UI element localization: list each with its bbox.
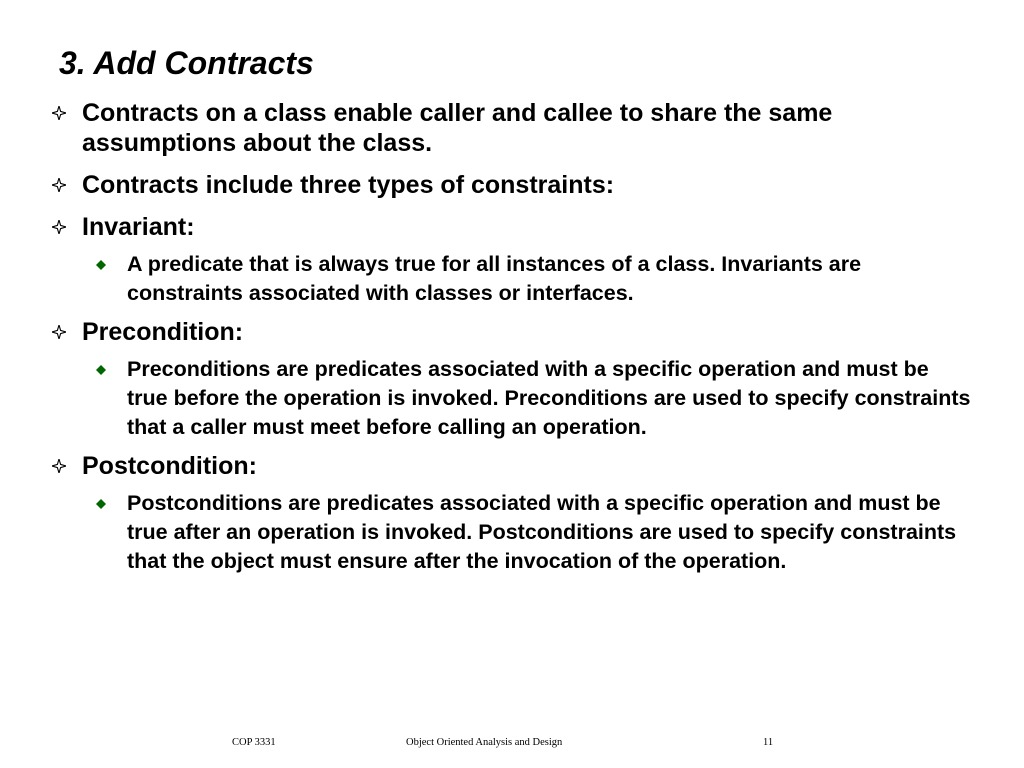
diamond-icon: [96, 260, 106, 270]
diamond-icon: [96, 365, 106, 375]
sub-bullet-text: Preconditions are predicates associated with a specific operation and must be true before the operation is invoked. Preconditions are used to specify constraints that a caller must meet before calling an operation.: [127, 357, 971, 439]
footer-subject: Object Oriented Analysis and Design: [406, 737, 563, 748]
sub-bullet-item: [96, 355, 972, 442]
bullet-text: Contracts on a class enable caller and callee to share the same assumptions about the class.: [82, 99, 833, 157]
slide-title: 3. Add Contracts: [59, 45, 314, 81]
diamond-icon: [96, 499, 106, 509]
sub-bullet-text: A predicate that is always true for all instances of a class. Invariants are constraints associated with classes or interfaces.: [127, 252, 862, 305]
four-point-star-icon: [52, 325, 66, 339]
footer-course: COP 3331: [232, 737, 276, 748]
bullet-item: [52, 212, 972, 242]
bullet-item: [52, 317, 972, 347]
four-point-star-icon: [52, 220, 66, 234]
bullet-item: [52, 170, 972, 200]
bullet-text: Precondition:: [82, 318, 244, 346]
sub-bullet-item: [96, 489, 972, 576]
bullet-item: [52, 451, 972, 481]
bullet-list: [52, 98, 972, 585]
sub-bullet-item: [96, 250, 972, 308]
bullet-text: Contracts include three types of constraints:: [82, 171, 615, 199]
four-point-star-icon: [52, 106, 66, 120]
four-point-star-icon: [52, 459, 66, 473]
sub-bullet-text: Postconditions are predicates associated with a specific operation and must be true after an operation is invoked. Postconditions are used to specify constraints that the object must ensure after the invocation of the operation.: [127, 491, 957, 573]
bullet-text: Invariant:: [82, 213, 195, 241]
bullet-item: [52, 98, 972, 158]
footer-page-number: 11: [763, 737, 774, 748]
bullet-text: Postcondition:: [82, 452, 257, 480]
four-point-star-icon: [52, 178, 66, 192]
